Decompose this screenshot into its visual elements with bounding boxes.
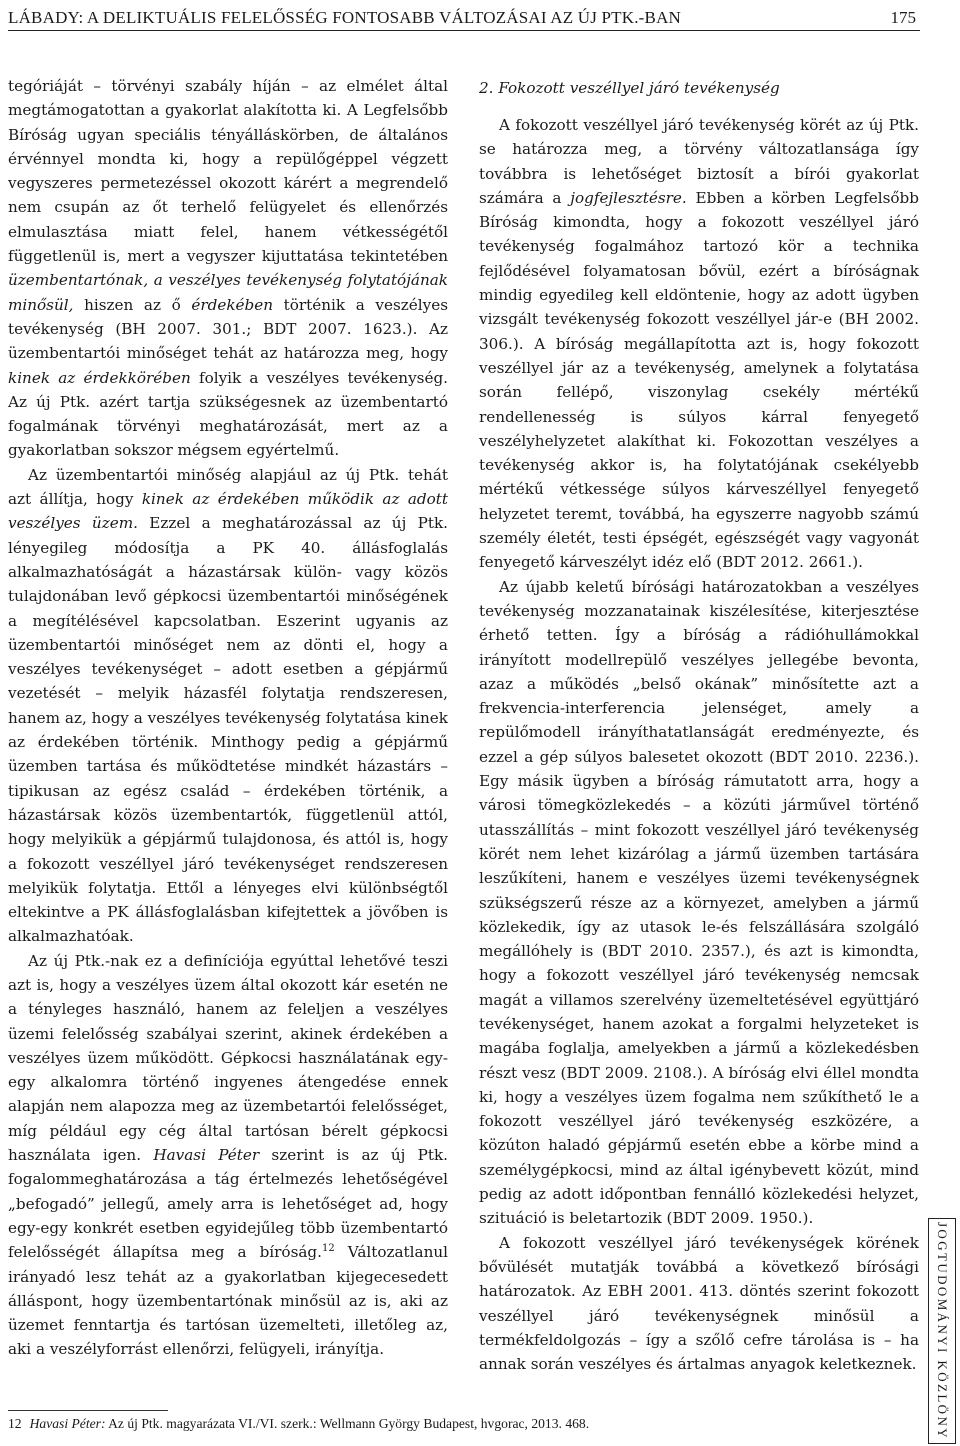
text-run: A fokozott veszéllyel járó tevékenység körét az új Ptk. se határozza meg, a törvény változatlansága így továbbra is lehetőséget biztosít a bírói gyakorlat számára a (479, 116, 919, 207)
text-run: Ezzel a meghatározással az új Ptk. lényegileg módosítja a PK 40. állásfoglalás alkalmazhatóságát a házastársak külön- vagy közös tulajdonában levő gépkocsi üzembentartói minőségének a megítélésével kapcsolatban. Eszerint ugyanis az üzembentartói minőséget nem az dönti el, hogy a veszélyes tevékenységet – adott esetben a gépjármű vezetését – melyik házasfél folytatja rendszeresen, hanem az, hogy a veszélyes tevékenység folytatása kinek az érdekében történik. Minthogy pedig a gépjármű üzemben tartása és működtetése mindkét házastárs – tipikusan az egész család – érdekében történik, a házastársak közös üzembentartók, függetlenül attól, hogy melyikük a gépjármű tulajdonosa, és attól is, hogy a fokozott veszéllyel járó tevékenységet rendszeresen melyikük folytatja. Ettől a lényeges elvi különbségtől eltekintve a PK állásfoglalásban kifejtettek a jövőben is alkalmazhatóak. (8, 514, 449, 946)
paragraph (8, 74, 448, 463)
italic-run: érdekében (191, 295, 274, 314)
section-heading: 2. Fokozott veszéllyel járó tevékenység (479, 79, 780, 97)
text-run: történik a veszélyes tevékenység (BH 2007. 301.; BDT 2007. 1623.). Az üzembentartói minőséget tehát az határozza meg, hogy (8, 295, 448, 363)
italic-run: kinek az érdekkörében (8, 368, 191, 387)
footnote (8, 1416, 908, 1432)
journal-side-label (928, 1218, 956, 1444)
page-number: 175 (890, 8, 916, 27)
paragraph (8, 949, 448, 1362)
italic-run: üzembentartónak, a veszélyes tevékenység folytatójának minősül, (8, 271, 448, 314)
footnote-ref[interactable]: 12 (321, 1243, 335, 1255)
text-run: folyik a veszélyes tevékenység. Az új Ptk. azért tartja szükségesnek az üzembentartó fogalmának törvényi meghatározását, mert az a gyakorlatban sokszor mégsem egyértelmű. (8, 368, 448, 460)
italic-run: kinek az érdekében működik az adott veszélyes üzem. (8, 490, 448, 533)
right-column (479, 74, 919, 1376)
footnote-author: Havasi Péter: (29, 1416, 106, 1431)
left-column (8, 74, 448, 1362)
paragraph: A fokozott veszéllyel járó tevékenységek körének bővülését mutatják továbbá a következő bírósági határozatok. Az EBH 2001. 413. döntés szerint fokozott veszéllyel járó tevékenységnek minősül a termékfeldolgozás – így a szőlő cefre tárolása is – ha annak során veszélyes és ártalmas anyagok keletkeznek. (479, 1233, 919, 1374)
footnote-divider (8, 1410, 168, 1411)
italic-run: Havasi Péter (153, 1146, 260, 1165)
text-run: Ebben a körben Legfelsőbb Bíróság kimondta, hogy a fokozott veszéllyel járó tevékenység fogalmához tartozó kör a technika fejlődésével folyamatosan bővül, ezért a bíróságnak mindig egyedileg kell eldöntenie, hogy az adott ügyben vizsgált tevékenység fokozott veszéllyel jár-e (BH 2002. 306.). A bíróság megállapította azt is, hogy fokozott veszéllyel jár az a tevékenység, amelynek a folytatása során fellépő, viszonylag csekély mértékű rendellenesség is súlyos kárral fenyegető veszélyhelyzetet alakíthat ki. Fokozottan veszélyes a tevékenység akkor is, ha folytatójának csekélyebb mértékű vétkessége súlyos kárveszéllyel fenyegető helyzetet teremt, továbbá, ha egyszerre nagyobb számú személy életét, testi épségét, egészségét vagy vagyonát fenyegető kárveszélyt idéz elő (BDT 2012. 2661.). (479, 188, 919, 572)
running-head: LÁBADY: A DELIKTUÁLIS FELELŐSSÉG FONTOSABB VÁLTOZÁSAI AZ ÚJ PTK.-BAN (8, 8, 682, 27)
text-run: hiszen az ő (73, 295, 192, 314)
text-run: tegóriáját – törvényi szabály híján – az elmélet által megtámogatottan a gyakorlat alakította ki. A Legfelsőbb Bíróság ugyan speciális tényálláskörben, de általános érvénnyel mondta ki, hogy a repülőgéppel végzett vegyszeres permetezéssel okozott kárért a megrendelő nem csupán az őt terhelő felügyelet és ellenőrzés elmulasztása miatt felel, hanem vétkességétől függetlenül is, mert a vegyszer kijuttatása tekintetében (8, 77, 448, 266)
page-header (8, 6, 920, 31)
text-run: Az új Ptk.-nak ez a definíciója egyúttal lehetővé teszi azt is, hogy a veszélyes üzem által okozott kár esetén ne a tényleges használó, hanem az feleljen a veszélyes üzemi felelősség szabályai szerint, akinek érdekében a veszélyes üzem működött. Gépkocsi használatának egy-egy alkalomra történő ingyenes átengedése ennek alapján nem alapozza meg az üzembetartói felelősséget, míg például egy cég által tartósan bérelt gépkocsi használata igen. (8, 951, 448, 1165)
paragraph (8, 463, 448, 949)
text-run: Az üzembentartói minőség alapjául az új Ptk. tehát azt állítja, hogy (8, 465, 448, 509)
paragraph (479, 113, 919, 575)
italic-run: jogfejlesztésre. (570, 188, 687, 207)
footnote-number: 12 (8, 1416, 22, 1431)
text-run: Változatlanul irányadó lesz tehát az a gyakorlatban kijegecesedett álláspont, hogy üzembentartónak minősül az is, aki az üzemet fenntartja és tartósan üzemelteti, illetőleg az, aki a veszélyforrást ellenőrzi, felügyeli, irányítja. (8, 1243, 448, 1359)
text-run: szerint is az új Ptk. fogalommeghatározása a tág értelmezés lehetőségével „befogadó” jellegű, amely arra is lehetőséget ad, hogy egy-egy konkrét esetben egyidejűleg több üzembentartó felelősségét állapítsa meg a bíróság. (8, 1146, 449, 1262)
footnote-text: Az új Ptk. magyarázata VI./VI. szerk.: Wellmann György Budapest, hvgorac, 2013. 468. (105, 1416, 590, 1431)
journal-name: JOGTUDOMÁNYI KÖZLÖNY (935, 1221, 950, 1441)
paragraph: Az újabb keletű bírósági határozatokban a veszélyes tevékenység mozzanatainak kiszélesítése, kiterjesztése érhető tetten. Így a bíróság a rádióhullámokkal irányított modellrepülő veszélyes jellegébe bevonta, azaz a működés „belső okának” minősítette azt a frekvencia-interferencia jelenséget, amely a repülőmodell irányíthatatlanságát eredményezte, és ezzel a gép súlyos balesetet okozott (BDT 2010. 2236.). Egy másik ügyben a bíróság rámutatott arra, hogy a városi tömegközlekedés – a közúti járművel történő utasszállítás – mint fokozott veszéllyel járó tevékenység körét nem lehet kizárólag a jármű üzemben tartására leszűkíteni, hanem e veszélyes üzemi tevékenységnek szükségszerű része az a környezet, amelyben a jármű közlekedik, így az utasok le-és felszállására szolgáló megállóhely is (BDT 2010. 2357.), és azt is kimondta, hogy a fokozott veszéllyel járó tevékenység nemcsak magát a villamos szerelvény üzemeltetésével együttjáró tevékenységet, hanem azokat a forgalmi helyzeteket is magába foglalja, amelyekben a jármű a közlekedésben részt vesz (BDT 2009. 2108.). A bíróság elvi éllel mondta ki, hogy a veszélyes üzem fogalma nem szűkíthető le a fokozott veszéllyel járó tevékenység eszközére, a közúton haladó gépjármű esetén ebbe a körbe mind a személygépkocsi, mind az által igénybevett közút, mind pedig az adott időpontban fennálló közlekedési helyzet, szituáció is beletartozik (BDT 2009. 1950.). (479, 577, 919, 1228)
